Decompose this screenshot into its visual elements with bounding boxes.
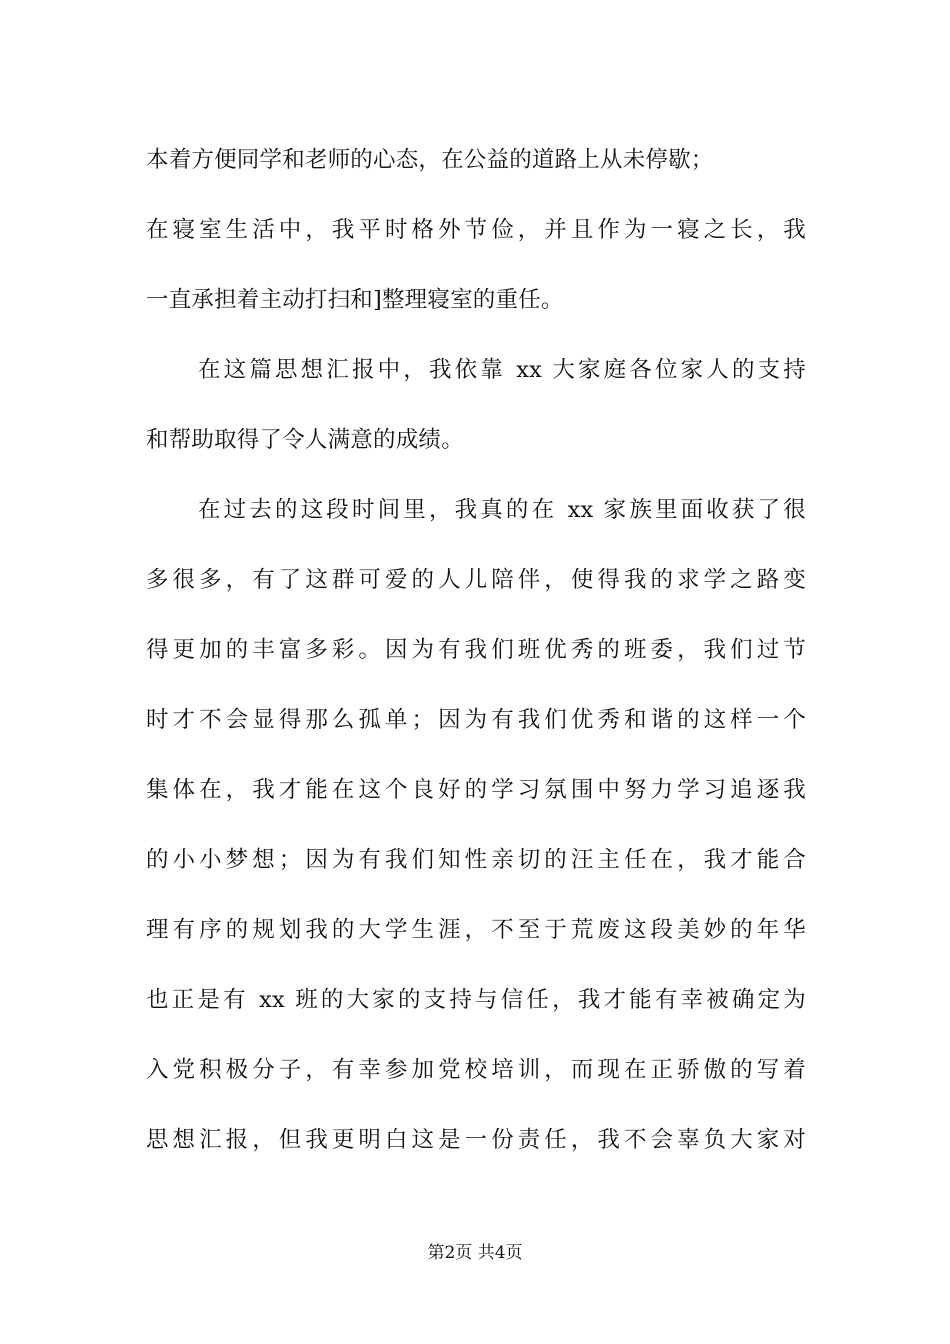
text-line-10: 集体在，我才能在这个良好的学习氛围中努力学习追逐我 [146,777,806,803]
text-line-13: 也正是有 xx 班的大家的支持与信任，我才能有幸被确定为 [146,987,806,1013]
text-line-8: 得更加的丰富多彩。因为有我们班优秀的班委，我们过节 [146,637,806,663]
text-line-3: 一直承担着主动打扫和]整理寝室的重任。 [146,287,564,313]
text-line-4: 在这篇思想汇报中，我依靠 xx 大家庭各位家人的支持 [198,357,806,383]
text-line-14: 入党积极分子，有幸参加党校培训，而现在正骄傲的写着 [146,1057,806,1083]
text-line-12: 理有序的规划我的大学生涯，不至于荒废这段美妙的年华 [146,917,806,943]
text-line-11: 的小小梦想；因为有我们知性亲切的汪主任在，我才能合 [146,847,806,873]
text-line-2: 在寝室生活中，我平时格外节俭，并且作为一寝之长，我 [146,217,806,243]
document-body [146,125,806,1175]
text-line-1: 本着方便同学和老师的心态，在公益的道路上从未停歇； [146,147,714,173]
text-line-5: 和帮助取得了令人满意的成绩。 [146,427,464,453]
text-line-7: 多很多，有了这群可爱的人儿陪伴，使得我的求学之路变 [146,567,806,593]
text-line-6: 在过去的这段时间里，我真的在 xx 家族里面收获了很 [198,497,806,523]
page-number-footer: 第2页 共4页 [427,1243,523,1263]
text-line-15: 思想汇报，但我更明白这是一份责任，我不会辜负大家对 [146,1127,806,1153]
text-line-9: 时才不会显得那么孤单；因为有我们优秀和谐的这样一个 [146,707,806,733]
